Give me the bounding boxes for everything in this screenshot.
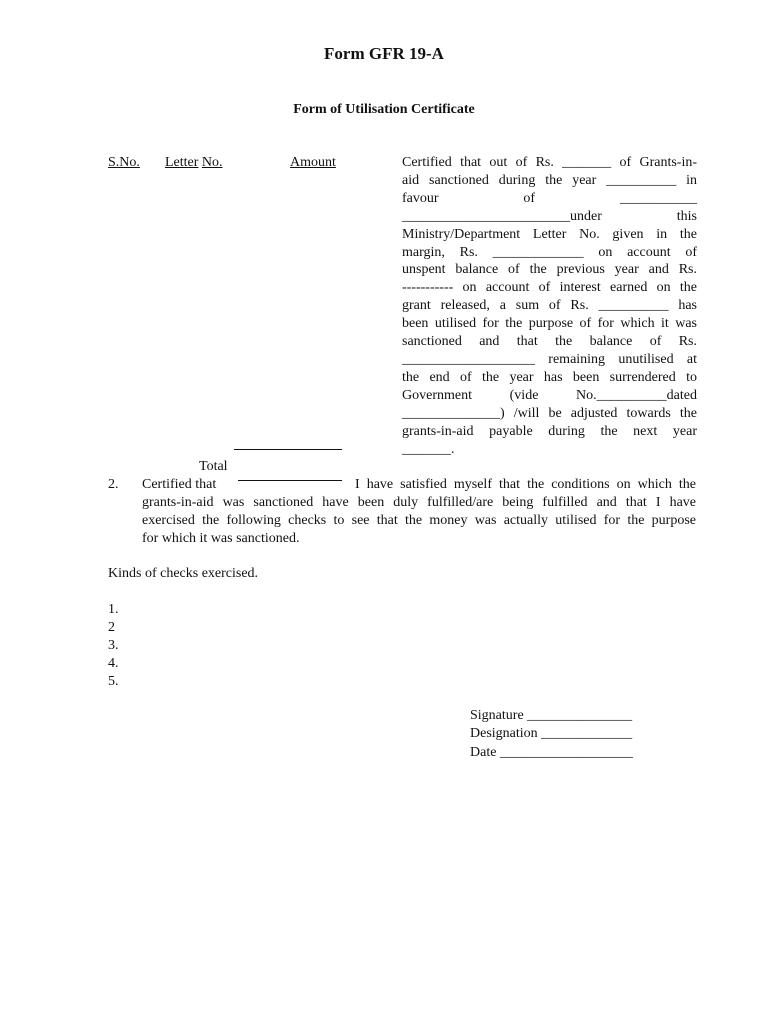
total-blank-line <box>238 480 342 481</box>
para2-start: Certified that <box>142 477 217 492</box>
amount-blank-line <box>234 449 342 450</box>
certificate-line: ___________________ remaining unutilised at <box>402 351 697 367</box>
certificate-line: been utilised for the purpose of for which it was <box>402 316 697 332</box>
page-title: Form GFR 19-A <box>324 44 444 63</box>
signature-field: Signature _______________ <box>470 708 633 723</box>
para2-number: 2. <box>108 477 119 492</box>
amount-header: Amount <box>290 155 336 170</box>
para2-body <box>142 494 696 548</box>
certificate-line: ______________) /will be adjusted towards the <box>402 405 697 421</box>
check-item: 5. <box>108 674 119 689</box>
certificate-line: ----------- on account of interest earned on the <box>402 280 697 296</box>
para2-line: exercised the following checks to see that the money was actually utilised for the purpose <box>142 513 696 528</box>
certificate-line: margin, Rs. _____________ on account of <box>402 244 697 260</box>
letter-header: Letter <box>165 155 199 170</box>
certificate-line: ________________________under this <box>402 208 697 224</box>
certificate-line: unspent balance of the previous year and Rs. <box>402 262 697 278</box>
designation-field: Designation _____________ <box>470 726 633 741</box>
check-item: 1. <box>108 602 119 617</box>
para2-line: for which it was sanctioned. <box>142 531 300 546</box>
check-item: 2 <box>108 620 115 635</box>
letter-no-header <box>165 154 223 172</box>
certificate-line: sanctioned and that the balance of Rs. <box>402 334 697 350</box>
sno-header: S.No. <box>108 155 140 170</box>
certificate-line: grants-in-aid payable during the next year <box>402 423 697 439</box>
certificate-line: grant released, a sum of Rs. __________ has <box>402 298 697 314</box>
certificate-line: favour of ___________ <box>402 190 697 206</box>
check-item: 4. <box>108 656 119 671</box>
para2-line1: I have satisfied myself that the conditions on which the <box>355 477 696 492</box>
certificate-line: Certified that out of Rs. _______ of Grants-in- <box>402 155 697 170</box>
certificate-line: aid sanctioned during the year __________ in <box>402 172 697 188</box>
total-label: Total <box>199 459 228 474</box>
certificate-text <box>402 154 697 458</box>
certificate-line: Ministry/Department Letter No. given in the <box>402 226 697 242</box>
date-field: Date ___________________ <box>470 745 633 760</box>
certificate-line: Government (vide No.__________dated <box>402 387 697 403</box>
para2-line: grants-in-aid was sanctioned have been duly fulfilled/are being fulfilled and that I have <box>142 495 696 510</box>
no-header: No. <box>201 155 223 170</box>
check-item: 3. <box>108 638 119 653</box>
form-subtitle: Form of Utilisation Certificate <box>293 102 475 117</box>
checks-heading: Kinds of checks exercised. <box>108 566 259 581</box>
certificate-line: the end of the year has been surrendered to <box>402 369 697 385</box>
certificate-line: _______. <box>402 441 455 457</box>
